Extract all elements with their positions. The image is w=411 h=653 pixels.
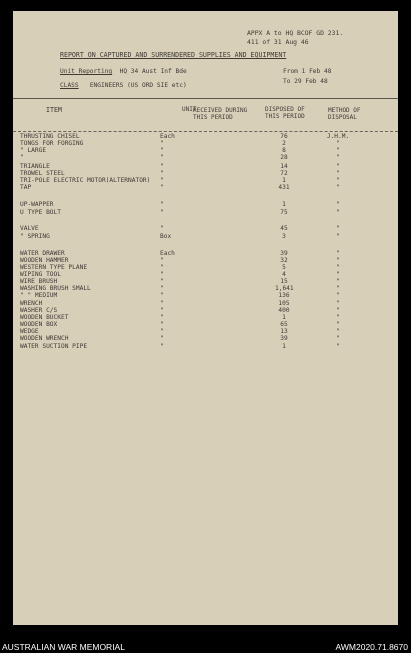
method-cell: " xyxy=(336,300,340,307)
report-title: REPORT ON CAPTURED AND SURRENDERED SUPPLIES AND EQUIPMENT xyxy=(60,51,287,59)
item-cell: WOODEN BOX xyxy=(20,321,58,328)
method-cell: " xyxy=(336,233,340,240)
unit-cell: " xyxy=(160,154,164,161)
quantity-cell: 400 xyxy=(278,307,290,314)
method-cell: " xyxy=(336,321,340,328)
method-cell: " xyxy=(336,147,340,154)
item-cell: WASHER C/S xyxy=(20,307,58,314)
item-cell: U TYPE BOLT xyxy=(20,209,61,216)
column-header-item: ITEM xyxy=(46,106,62,114)
method-cell: " xyxy=(336,140,340,147)
method-cell: " xyxy=(336,163,340,170)
table-row xyxy=(13,293,398,301)
quantity-cell: 76 xyxy=(280,133,288,140)
item-cell: WESTERN TYPE PLANE xyxy=(20,264,88,271)
table-top-rule xyxy=(13,98,398,99)
unit-cell: " xyxy=(160,314,164,321)
item-cell: " LARGE xyxy=(20,147,47,154)
item-cell: WATER SUCTION PIPE xyxy=(20,343,88,350)
item-cell: WOODEN HAMMER xyxy=(20,257,69,264)
class-label: CLASS xyxy=(60,82,79,89)
item-cell: WEDGE xyxy=(20,328,39,335)
item-cell: TROWEL STEEL xyxy=(20,170,65,177)
item-cell: UP-WAPPER xyxy=(20,201,54,208)
footer-accession-number: AWM2020.71.8670 xyxy=(335,642,408,652)
item-cell: WOODEN WRENCH xyxy=(20,335,69,342)
item-cell: VALVE xyxy=(20,225,39,232)
unit-cell: " xyxy=(160,147,164,154)
table-row xyxy=(13,226,398,234)
item-cell: TRIANGLE xyxy=(20,163,50,170)
class-line xyxy=(60,83,187,89)
method-cell: " xyxy=(336,307,340,314)
column-header-method: METHOD OF DISPOSAL xyxy=(328,107,361,121)
column-header-received: RECEIVED DURING THIS PERIOD xyxy=(193,107,248,121)
quantity-cell: 39 xyxy=(280,250,288,257)
item-cell: WIRE BRUSH xyxy=(20,278,58,285)
column-header-disposed: DISPOSED OF THIS PERIOD xyxy=(265,106,305,120)
quantity-cell: 431 xyxy=(278,184,290,191)
table-row xyxy=(13,344,398,352)
item-cell: WOODEN BUCKET xyxy=(20,314,69,321)
method-cell: J.H.M. xyxy=(326,133,350,140)
unit-cell: " xyxy=(160,300,164,307)
unit-cell: " xyxy=(160,257,164,264)
unit-cell: " xyxy=(160,163,164,170)
unit-cell: " xyxy=(160,209,164,216)
method-cell: " xyxy=(336,343,340,350)
item-cell: " " MEDIUM xyxy=(20,292,58,299)
method-cell: " xyxy=(336,225,340,232)
footer-institution: AUSTRALIAN WAR MEMORIAL xyxy=(2,642,125,652)
appendix-reference xyxy=(247,30,343,49)
method-cell: " xyxy=(336,278,340,285)
method-cell: " xyxy=(336,271,340,278)
method-cell: " xyxy=(336,154,340,161)
appendix-line-1: APPX A to HQ BCOF GD 231. xyxy=(247,29,344,37)
quantity-cell: 65 xyxy=(280,321,288,328)
quantity-cell: 2 xyxy=(282,140,286,147)
quantity-cell: 105 xyxy=(278,300,290,307)
unit-cell: Box xyxy=(160,233,172,240)
quantity-cell: 14 xyxy=(280,163,288,170)
unit-reporting-label: Unit Reporting xyxy=(60,68,113,75)
unit-cell: " xyxy=(160,321,164,328)
method-cell: " xyxy=(336,201,340,208)
period-from: From 1 Feb 48 xyxy=(283,68,332,75)
method-cell: " xyxy=(336,335,340,342)
column-header-unit: UNIT xyxy=(182,106,197,113)
unit-cell: " xyxy=(160,225,164,232)
unit-cell: " xyxy=(160,271,164,278)
item-cell: WASHING BRUSH SMALL xyxy=(20,285,91,292)
unit-cell: " xyxy=(160,285,164,292)
footer-bar xyxy=(0,640,411,653)
unit-reporting-value: HQ 34 Aust Inf Bde xyxy=(119,68,187,75)
table-row xyxy=(13,210,398,218)
method-cell: " xyxy=(336,184,340,191)
item-cell: WIPING TOOL xyxy=(20,271,61,278)
class-value: ENGINEERS (US ORD SIE etc) xyxy=(89,82,187,89)
item-cell: WRENCH xyxy=(20,300,43,307)
unit-cell: " xyxy=(160,140,164,147)
unit-cell: " xyxy=(160,278,164,285)
quantity-cell: 8 xyxy=(282,147,286,154)
quantity-cell: 32 xyxy=(280,257,288,264)
table-row xyxy=(13,202,398,210)
quantity-cell: 13 xyxy=(280,328,288,335)
unit-cell: " xyxy=(160,292,164,299)
unit-cell: " xyxy=(160,184,164,191)
document-page xyxy=(13,11,398,625)
item-cell: THRUSTING CHISEL xyxy=(20,133,80,140)
unit-cell: " xyxy=(160,307,164,314)
quantity-cell: 75 xyxy=(280,209,288,216)
quantity-cell: 1 xyxy=(282,343,286,350)
method-cell: " xyxy=(336,264,340,271)
quantity-cell: 45 xyxy=(280,225,288,232)
method-cell: " xyxy=(336,250,340,257)
quantity-cell: 136 xyxy=(278,292,290,299)
quantity-cell: 1,641 xyxy=(275,285,294,292)
quantity-cell: 39 xyxy=(280,335,288,342)
table-row xyxy=(13,155,398,163)
unit-cell: " xyxy=(160,264,164,271)
table-row xyxy=(13,234,398,242)
quantity-cell: 1 xyxy=(282,177,286,184)
item-cell: " xyxy=(20,154,24,161)
method-cell: " xyxy=(336,257,340,264)
quantity-cell: 4 xyxy=(282,271,286,278)
item-cell: WATER DRAWER xyxy=(20,250,65,257)
quantity-cell: 1 xyxy=(282,314,286,321)
quantity-cell: 3 xyxy=(282,233,286,240)
quantity-cell: 72 xyxy=(280,170,288,177)
table-header-rule xyxy=(13,131,398,132)
method-cell: " xyxy=(336,314,340,321)
item-cell: TONGS FOR FORGING xyxy=(20,140,84,147)
item-cell: " SPRING xyxy=(20,233,50,240)
unit-cell: " xyxy=(160,170,164,177)
unit-cell: " xyxy=(160,343,164,350)
unit-cell: " xyxy=(160,201,164,208)
unit-cell: " xyxy=(160,328,164,335)
method-cell: " xyxy=(336,292,340,299)
unit-reporting xyxy=(60,69,187,75)
table-row xyxy=(13,185,398,193)
quantity-cell: 1 xyxy=(282,201,286,208)
method-cell: " xyxy=(336,170,340,177)
period-to: To 29 Feb 48 xyxy=(283,78,328,85)
quantity-cell: 5 xyxy=(282,264,286,271)
unit-cell: " xyxy=(160,177,164,184)
quantity-cell: 28 xyxy=(280,154,288,161)
appendix-line-2: 411 of 31 Aug 46 xyxy=(247,38,309,47)
method-cell: " xyxy=(336,285,340,292)
method-cell: " xyxy=(336,328,340,335)
quantity-cell: 15 xyxy=(280,278,288,285)
item-cell: TRI-POLE ELECTRIC MOTOR(ALTERNATOR) xyxy=(20,177,151,184)
unit-cell: " xyxy=(160,335,164,342)
item-cell: TAP xyxy=(20,184,32,191)
unit-cell: Each xyxy=(160,250,175,257)
method-cell: " xyxy=(336,177,340,184)
unit-cell: Each xyxy=(160,133,175,140)
method-cell: " xyxy=(336,209,340,216)
